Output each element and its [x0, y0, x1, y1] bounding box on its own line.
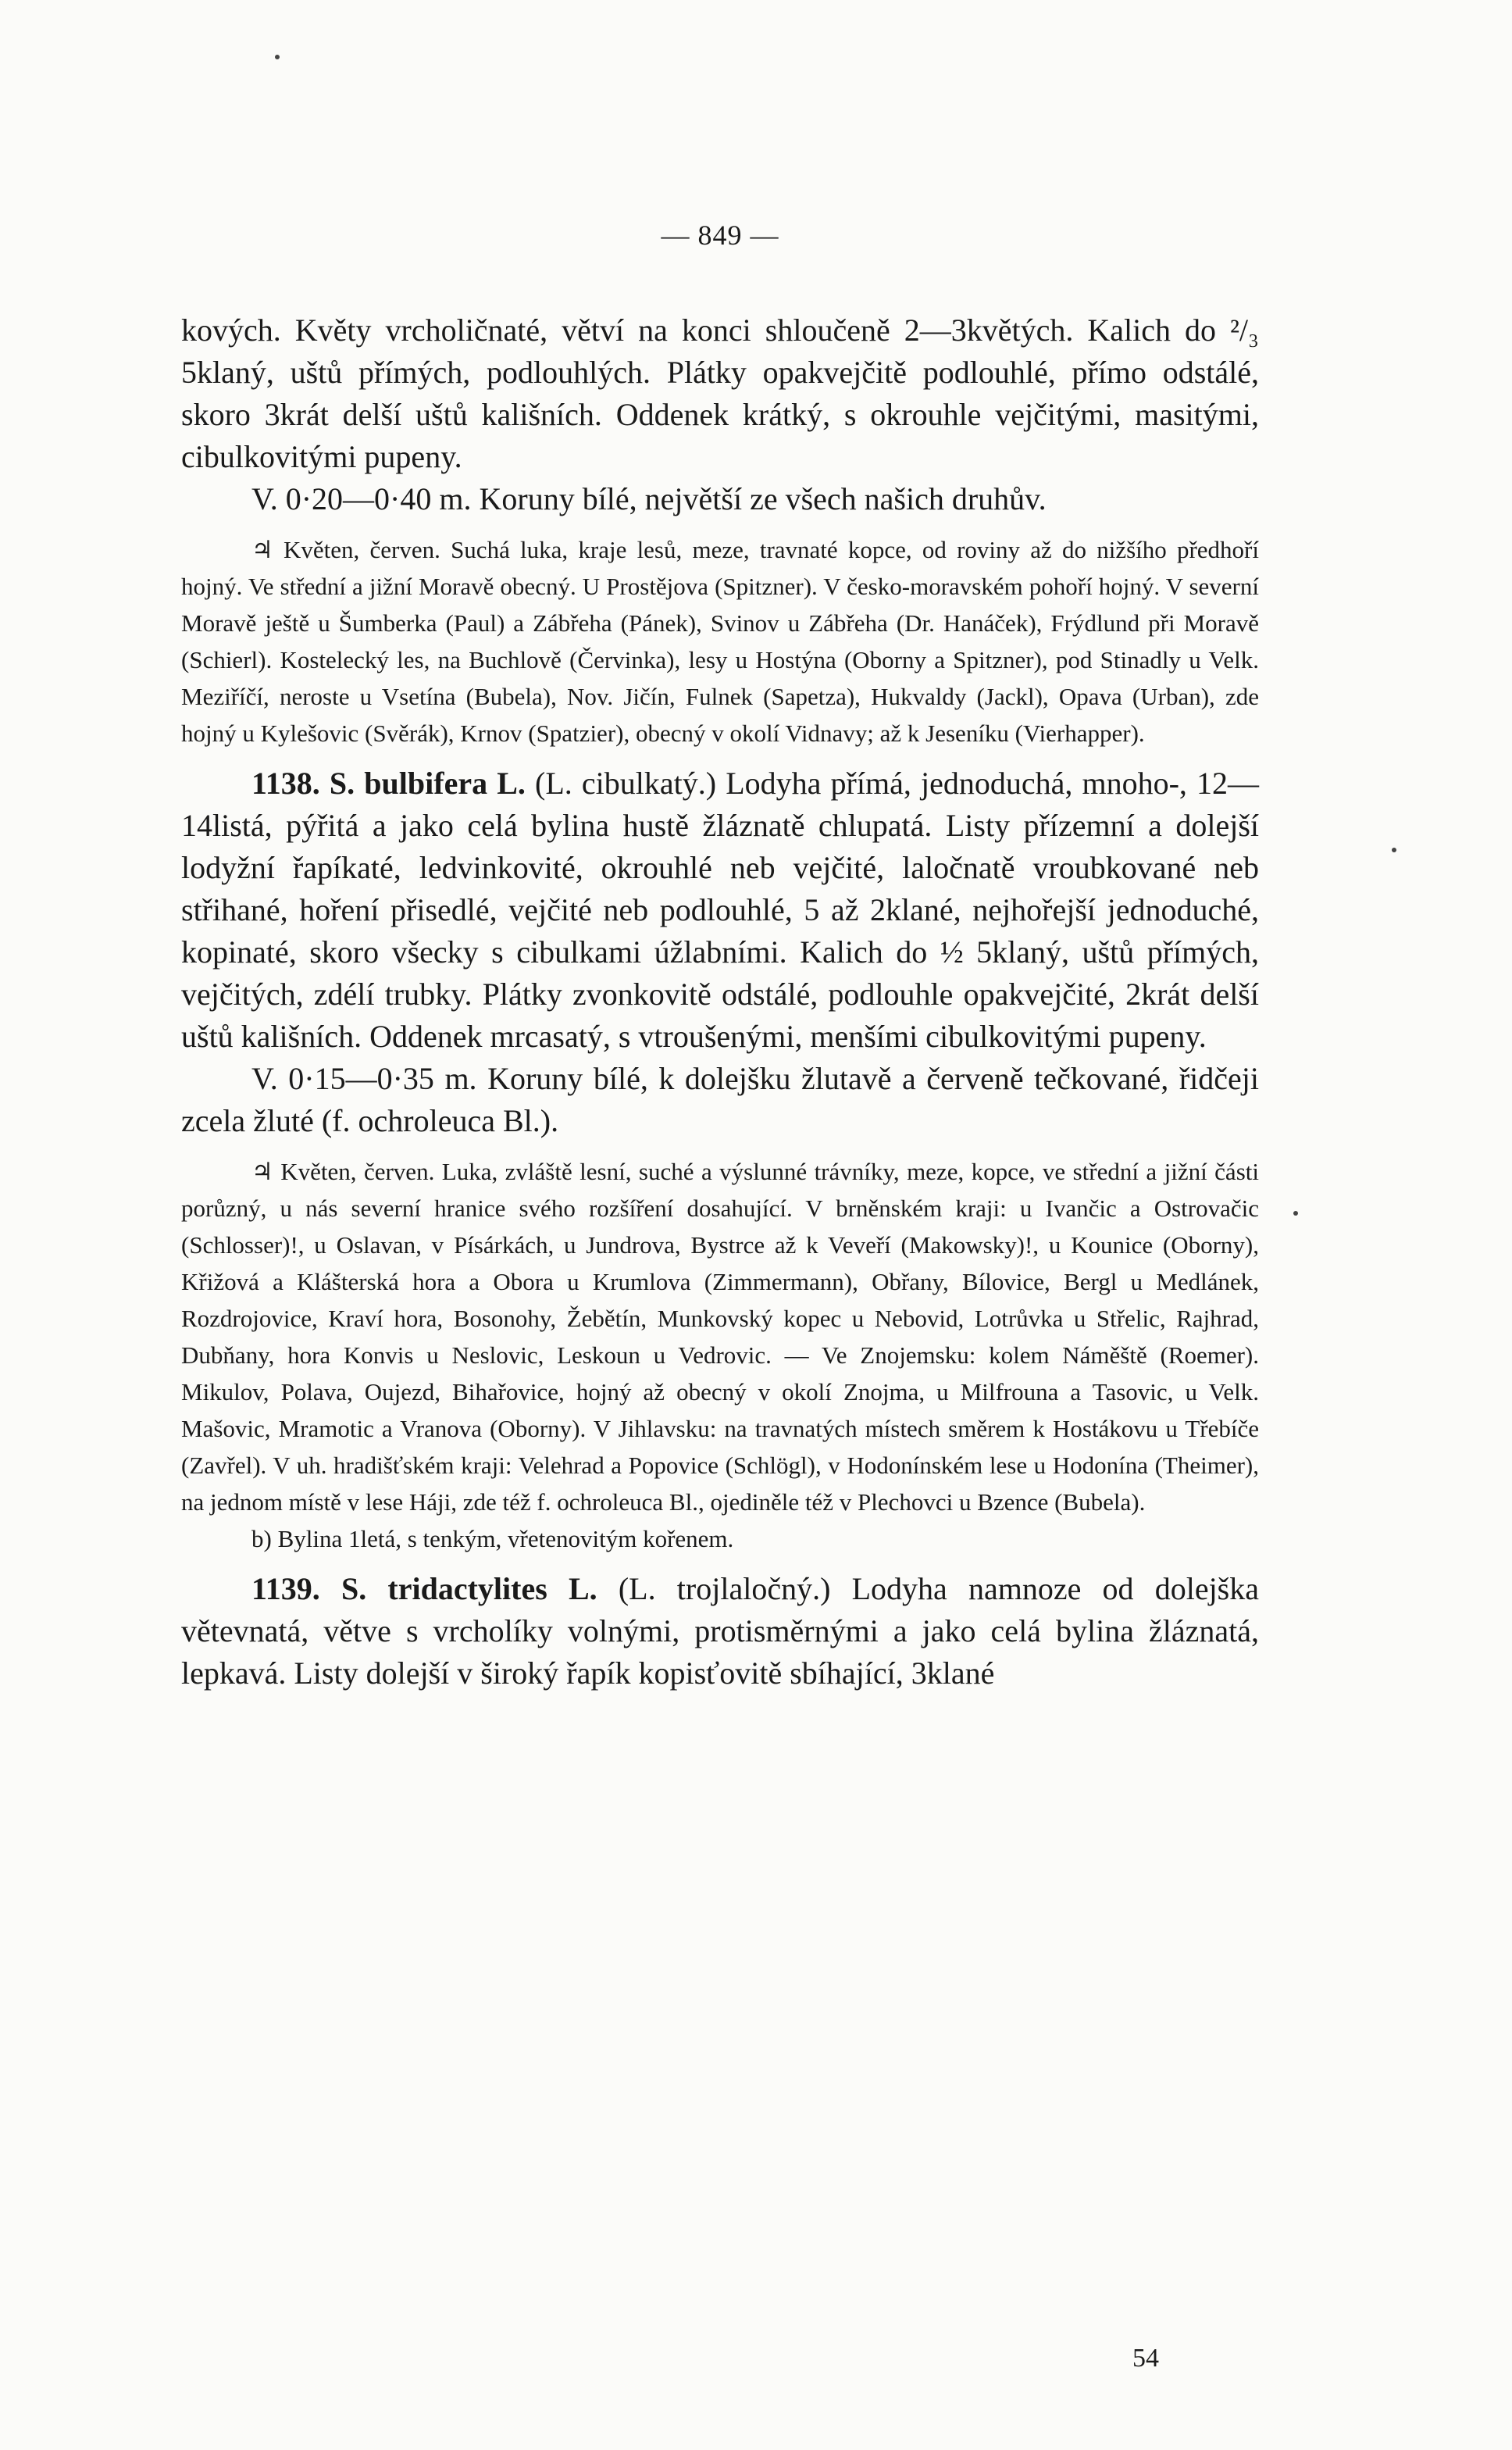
species-1138-entry: [181, 762, 1259, 1058]
species-1138-description: (L. cibulkatý.) Lodyha přímá, jednoduchá, mnoho-, 12—14listá, pýřitá a jako celá bylina hustě žláznatě chlupatá. Listy přízemní a dolejší lodyžní řapíkaté, ledvinkovité, okrouhlé neb vejčité, laločnatě vroubkované neb střihané, hoření přisedlé, vejčité neb podlouhlé, 5 až 2klané, nejhořejší jednoduché, kopinaté, skoro všecky s cibulkami úžlabními. Kalich do ½ 5klaný, uštů přímých, vejčitých, zdélí trubky. Plátky zvonkovitě odstálé, podlouhle opakvejčité, 2krát delší uštů kališních. Oddenek mrcasatý, s vtroušenými, menšími cibulkovitými pupeny.: [181, 766, 1260, 1054]
page-content: [181, 219, 1259, 1695]
signature-mark: 54: [1132, 2344, 1159, 2373]
size-note: V. 0·20—0·40 m. Koruny bílé, největší ze všech našich druhův.: [251, 481, 1047, 516]
species-1139-description: (L. trojlaločný.) Lodyha namnoze od dolejška větevnatá, větve s vrcholíky volnými, protisměrnými a jako celá bylina žláznatá, lepkavá. Listy dolejší v široký řapík kopisťovitě sbíhající, 3klané: [181, 1571, 1259, 1691]
description-continued: kových. Květy vrcholičnaté, větví na konci shloučeně 2—3květých. Kalich do ²/₃ 5klaný, uštů přímých, podlouhlých. Plátky opakvejčitě podlouhlé, přímo odstálé, skoro 3krát delší uštů kališních. Oddenek krátký, s okrouhle vejčitými, masitými, cibulkovitými pupeny.: [181, 312, 1259, 474]
species-1138-title: 1138. S. bulbifera L.: [251, 766, 526, 801]
speck-mark: [1293, 1211, 1298, 1216]
species-1139-entry: [181, 1568, 1259, 1695]
page-number: — 849 —: [661, 220, 779, 251]
subgroup-b: b) Bylina 1letá, s tenkým, vřetenovitým kořenem.: [251, 1525, 734, 1552]
speck-mark: [275, 55, 280, 59]
distribution-1138: ♃ Květen, červen. Luka, zvláště lesní, suché a výslunné trávníky, meze, kopce, ve střední a jižní části porůzný, u nás severní hranice svého rozšíření dosahující. V brněnském kraji: u Ivančic a Ostrovačic (Schlosser)!, u Oslavan, v Písárkách, u Jundrova, Bystrce až k Veveří (Makowsky)!, u Kounice (Oborny), Křižová a Klášterská hora a Obora u Krumlova (Zimmermann), Obřany, Bílovice, Bergl u Medlánek, Rozdrojovice, Kraví hora, Bosonohy, Žebětín, Munkovský kopec u Nebovid, Lotrůvka u Střelic, Rajhrad, Dubňany, hora Konvis u Neslovic, Leskoun u Vedrovic. — Ve Znojemsku: kolem Náměště (Roemer). Mikulov, Polava, Oujezd, Bihařovice, hojný až obecný v okolí Znojma, u Milfrouna a Tasovic, u Velk. Mašovic, Mramotic a Vranova (Oborny). V Jihlavsku: na travnatých místech směrem k Hostákovu u Třebíče (Zavřel). V uh. hradišťském kraji: Velehrad a Popovice (Schlögl), v Hodonínském lese u Hodonína (Theimer), na jednom místě v lese Háji, zde též f. ochroleuca Bl., ojediněle též v Plechovci u Bzence (Bubela).: [181, 1158, 1259, 1516]
size-note-1138: V. 0·15—0·35 m. Koruny bílé, k dolejšku žlutavě a červeně tečkované, řidčeji zcela žluté (f. ochroleuca Bl.).: [181, 1061, 1259, 1138]
speck-mark: [1392, 848, 1396, 852]
distribution-paragraph: ♃ Květen, červen. Suchá luka, kraje lesů, meze, travnaté kopce, od roviny až do nižšího předhoří hojný. Ve střední a jižní Moravě obecný. U Prostějova (Spitzner). V česko-moravském pohoří hojný. V severní Moravě ještě u Šumberka (Paul) a Zábřeha (Pánek), Svinov u Zábřeha (Dr. Hanáček), Frýdlund při Moravě (Schierl). Kostelecký les, na Buchlově (Červinka), lesy u Hostýna (Oborny a Spitzner), pod Stinadly u Velk. Meziříčí, neroste u Vsetína (Bubela), Nov. Jičín, Fulnek (Sapetza), Hukvaldy (Jackl), Opava (Urban), zde hojný u Kylešovic (Svěrák), Krnov (Spatzier), obecný v okolí Vidnavy; až k Jeseníku (Vierhapper).: [181, 536, 1259, 747]
species-1139-title: 1139. S. tridactylites L.: [251, 1571, 597, 1606]
